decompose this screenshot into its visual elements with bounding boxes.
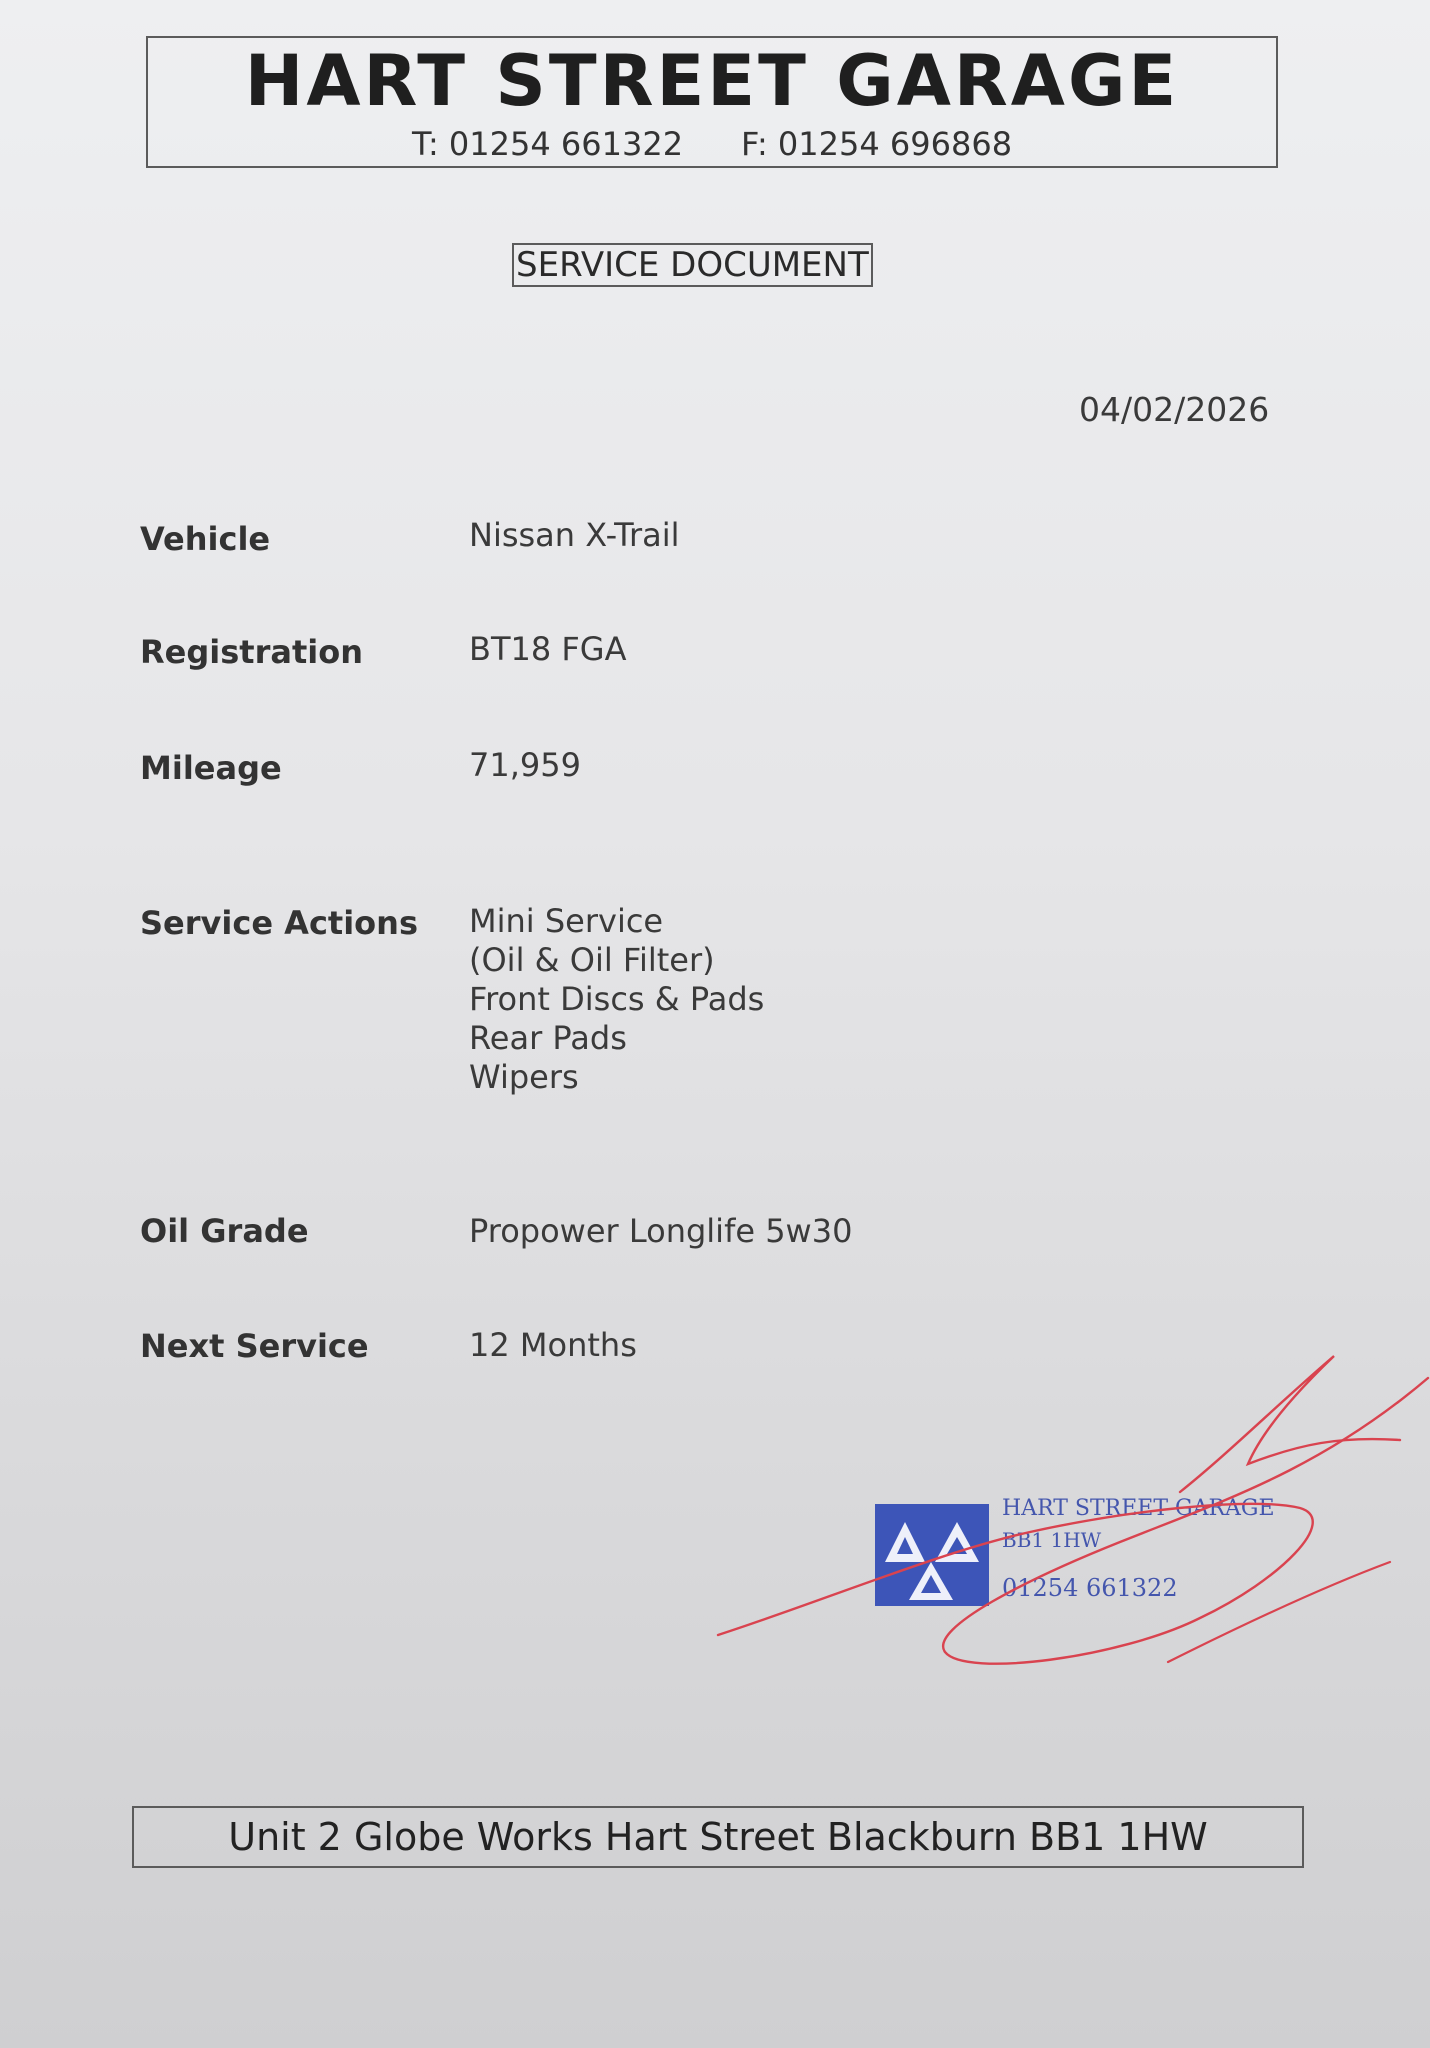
vehicle-value: Nissan X-Trail [469, 516, 680, 554]
service-action-item: Mini Service [469, 902, 664, 940]
stamp-garage-name: HART STREET GARAGE [1002, 1496, 1275, 1521]
service-action-item: (Oil & Oil Filter) [469, 941, 715, 979]
next-service-value: 12 Months [469, 1326, 637, 1364]
oil-grade-value: Propower Longlife 5w30 [469, 1212, 853, 1250]
footer-address: Unit 2 Globe Works Hart Street Blackburn BB1 1HW [132, 1806, 1304, 1868]
stamp-phone: 01254 661322 [1002, 1574, 1178, 1602]
registration-value: BT18 FGA [469, 630, 627, 668]
document-title: SERVICE DOCUMENT [512, 243, 873, 287]
next-service-label: Next Service [140, 1327, 369, 1365]
letterhead-box [146, 36, 1278, 168]
oil-grade-label: Oil Grade [140, 1212, 309, 1250]
contact-line [148, 125, 1276, 163]
document-date: 04/02/2026 [1079, 390, 1270, 429]
service-action-item: Rear Pads [469, 1019, 627, 1057]
service-actions-label: Service Actions [140, 904, 418, 942]
service-action-item: Front Discs & Pads [469, 980, 765, 1018]
phone-number: T: 01254 661322 [411, 125, 684, 163]
signature-mark [700, 1340, 1430, 1680]
service-actions-list [469, 902, 764, 1097]
stamp-postcode: BB1 1HW [1002, 1528, 1102, 1552]
fax-number: F: 01254 696868 [741, 125, 1013, 163]
mileage-value: 71,959 [469, 746, 581, 784]
service-action-item: Wipers [469, 1058, 579, 1096]
service-actions-value [469, 902, 764, 1097]
registration-label: Registration [140, 633, 363, 671]
mileage-label: Mileage [140, 749, 282, 787]
company-name: HART STREET GARAGE [244, 40, 1180, 122]
vehicle-label: Vehicle [140, 520, 271, 558]
